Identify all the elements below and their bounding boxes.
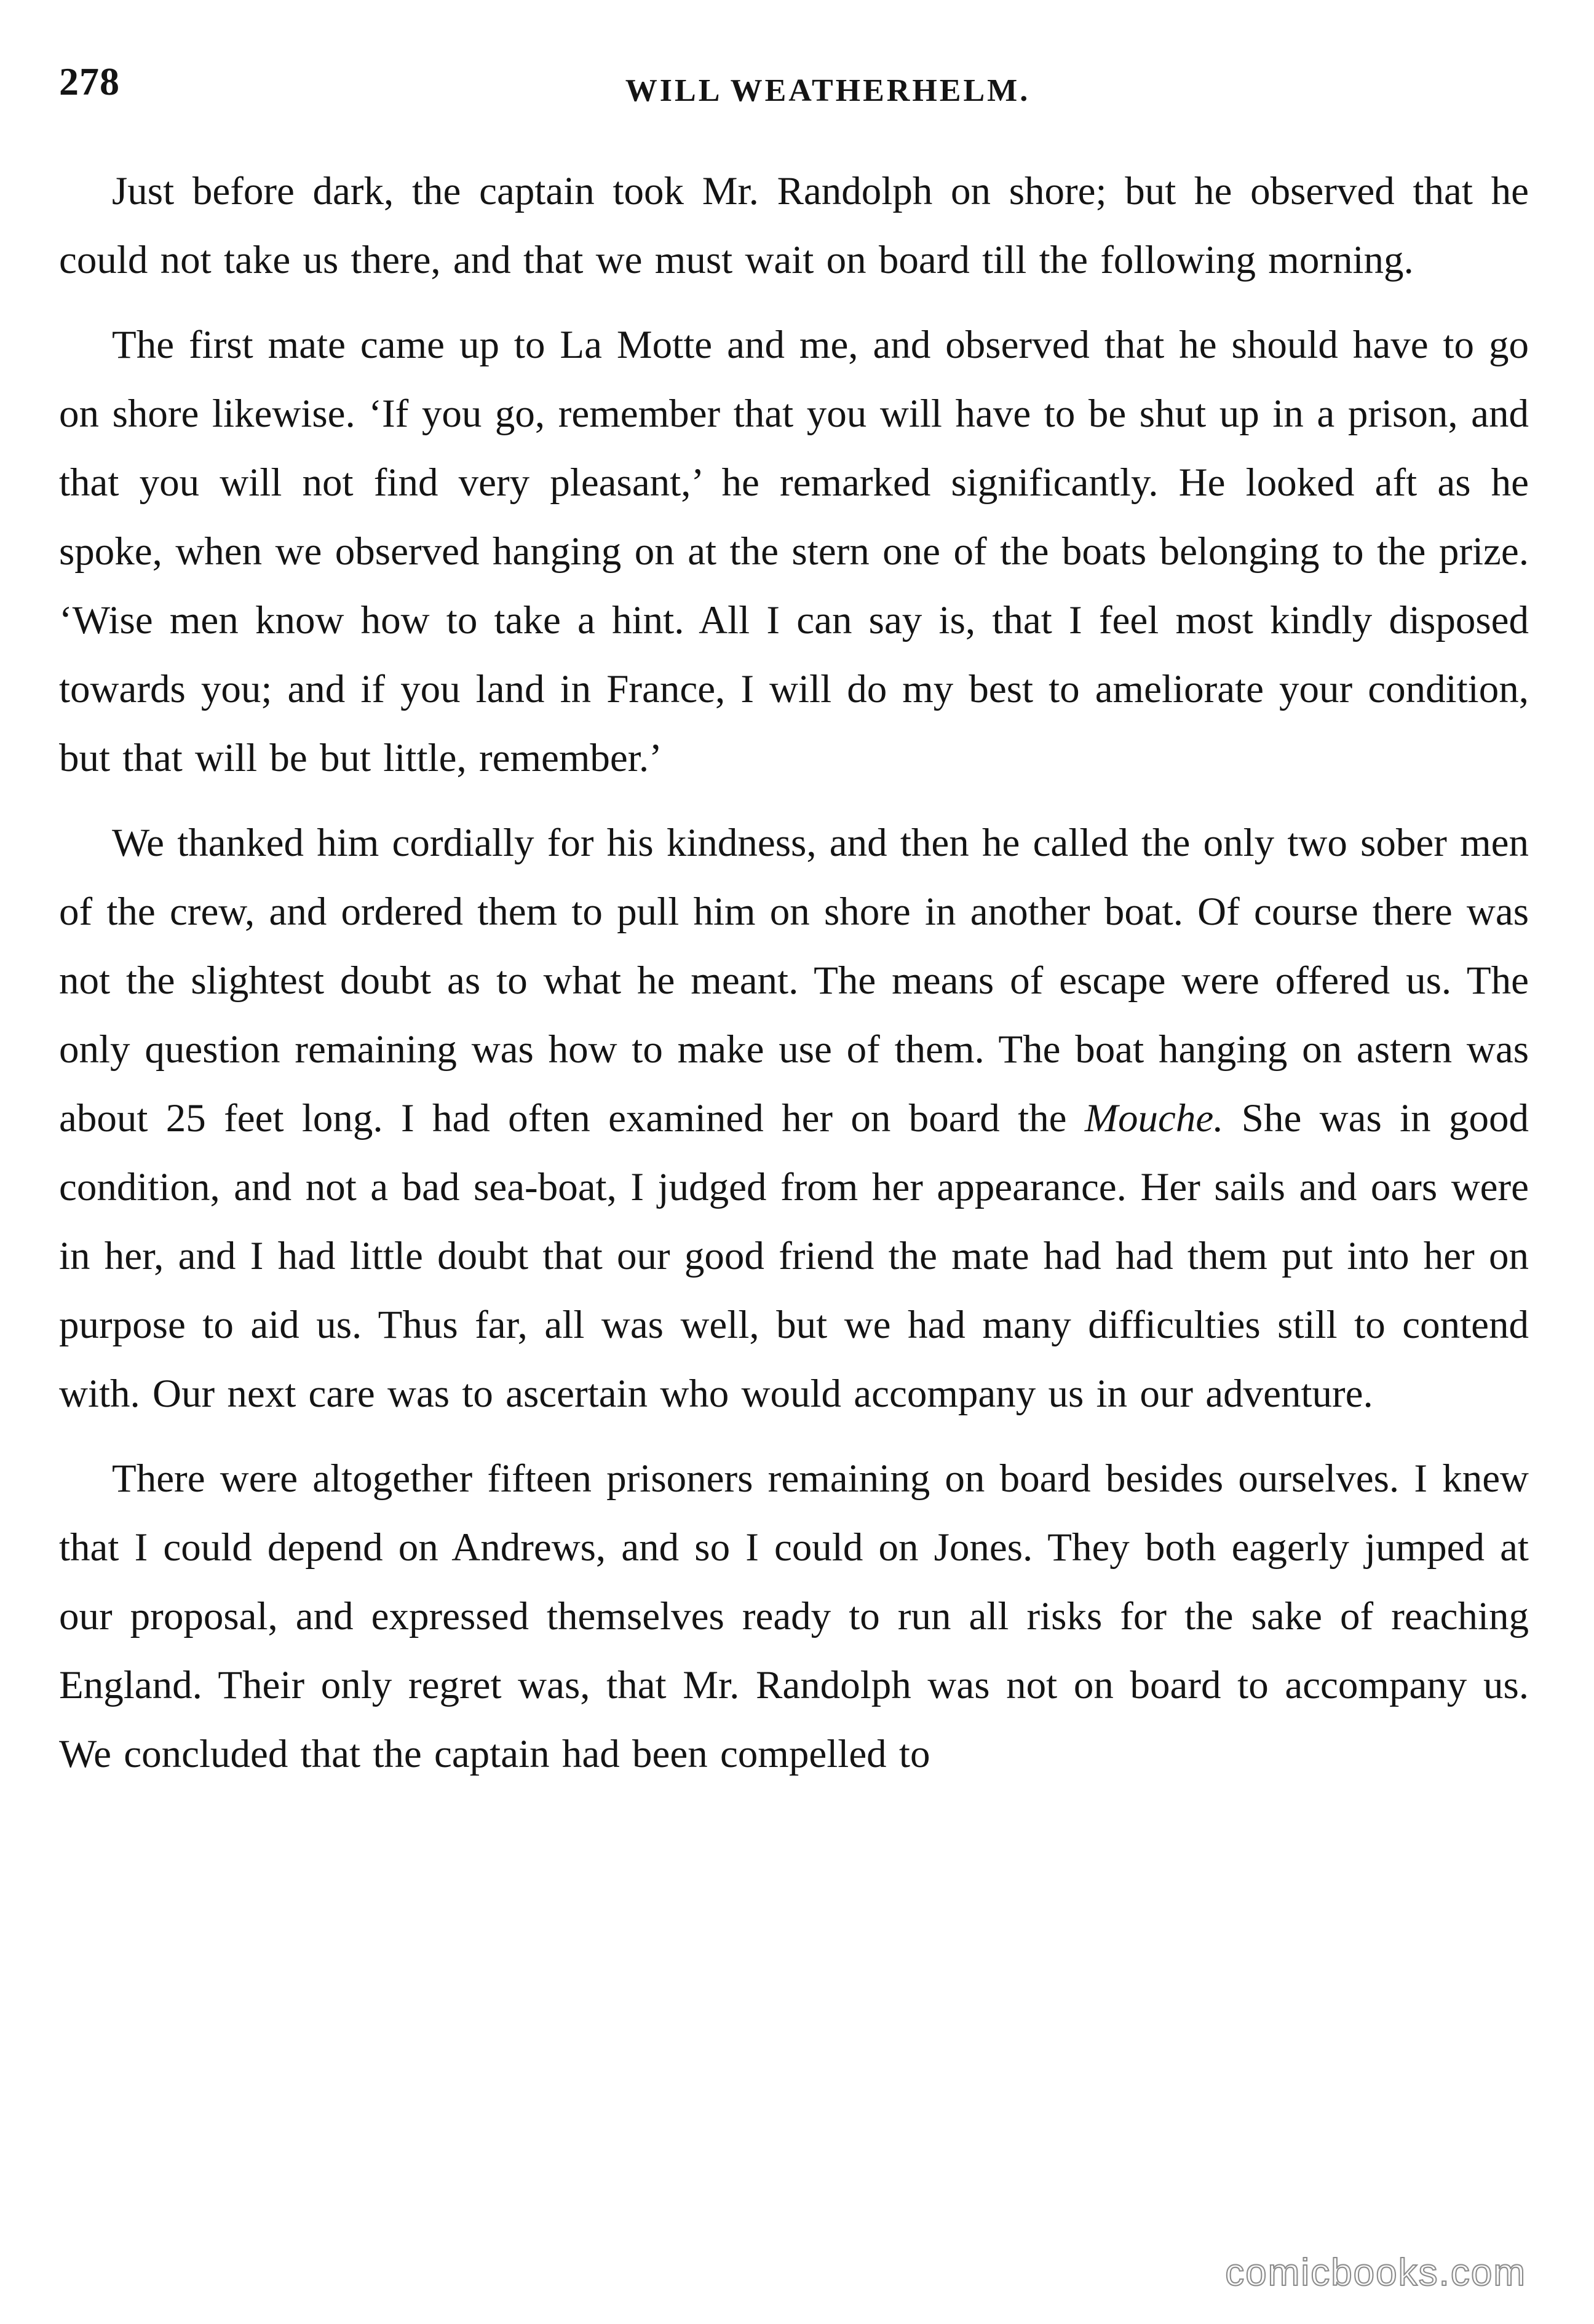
running-title: WILL WEATHERHELM. [625, 73, 1031, 108]
paragraph-1: Just before dark, the captain took Mr. Randolph on shore; but he observed that he could not take us there, and that we must wait on board till the following morning. [59, 169, 1529, 282]
page-number: 278 [59, 60, 120, 103]
paragraph-3-text-a: We thanked him cordially for his kindness, and then he called the only two sober men of the crew, and ordered them to pull him on shore in another boat. Of course there was not the slightest doubt as to what he meant. The means of escape were offered us. The only question remaining was how to make use of them. The boat hanging on astern was about 25 feet long. I had often examined her on board the [59, 821, 1529, 1140]
paragraph-2: The first mate came up to La Motte and me, and observed that he should have to go on shore likewise. ‘If you go, remember that you will have to be shut up in a prison, and that you will not find very pleasant,’ he remarked significantly. He looked aft as he spoke, when we observed hanging on at the stern one of the boats belonging to the prize. ‘Wise men know how to take a hint. All I can say is, that I feel most kindly disposed towards you; and if you land in France, I will do my best to ameliorate your condition, but that will be but little, remember.’ [59, 323, 1529, 780]
watermark: comicbooks.com [1225, 2251, 1526, 2294]
paragraph-4: There were altogether fifteen prisoners remaining on board besides ourselves. I knew that I could depend on Andrews, and so I could on Jones. They both eagerly jumped at our proposal, and expressed themselves ready to run all risks for the sake of reaching England. Their only regret was, that Mr. Randolph was not on board to accompany us. We concluded that the captain had been compelled to [59, 1456, 1529, 1776]
paragraph-3 [59, 808, 1529, 1428]
paragraph-3-text-b: She was in good condition, and not a bad sea-boat, I judged from her appearance. Her sails and oars were in her, and I had little doubt that our good friend the mate had had them put into her on purpose to aid us. Thus far, all was well, but we had many difficulties still to contend with. Our next care was to ascertain who would accompany us in our adventure. [59, 1096, 1529, 1416]
body-text [59, 157, 1529, 1804]
ship-name-italic: Mouche. [1084, 1096, 1224, 1140]
